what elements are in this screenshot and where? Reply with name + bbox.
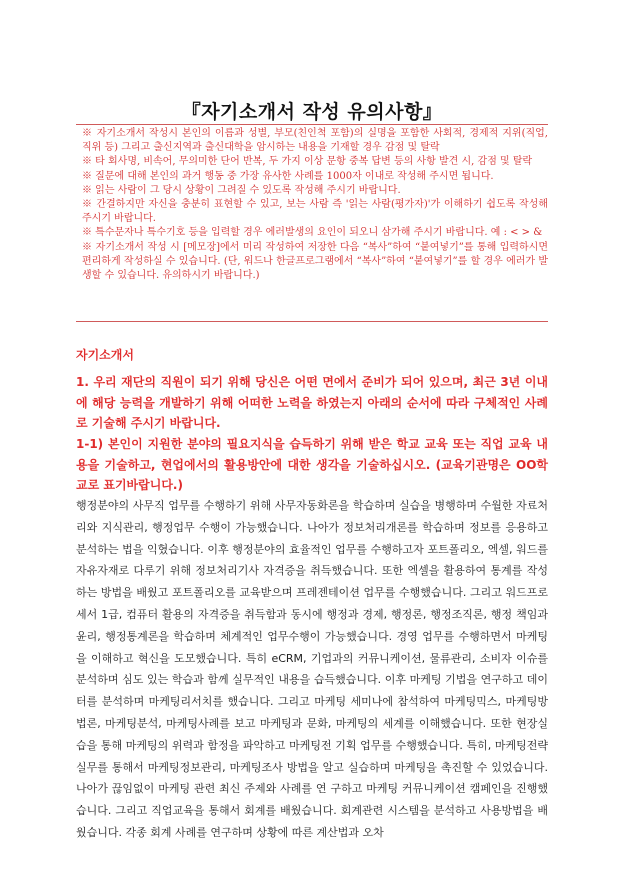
section-label: 자기소개서	[76, 348, 134, 362]
notice-top-divider	[76, 124, 548, 125]
question-1: 1. 우리 재단의 직원이 되기 위해 당신은 어떤 면에서 준비가 되어 있으며, 최근 3년 이내에 해당 능력을 개발하기 위해 어떠한 노력을 하였는지 아래의 순서에 따라 구체적인 사례로 기술해 주시기 바랍니다.	[76, 375, 548, 430]
question-1-1: 1-1) 본인이 지원한 분야의 필요지식을 습득하기 위해 받은 학교 교육 또는 직업 교육 내용을 기술하고, 현업에서의 활용방안에 대한 생각을 기술하십시오. (교육기관명은 OO학교로 표기바랍니다.)	[76, 437, 548, 492]
notice-item: ※ 특수문자나 특수기호 등을 입력할 경우 에러발생의 요인이 되오니 삼가해 주시기 바랍니다. 예 : < > &	[82, 227, 543, 239]
notice-box	[82, 127, 548, 283]
notice-item: ※ 읽는 사람이 그 당시 상황이 그려질 수 있도록 작성해 주시기 바랍니다.	[82, 184, 401, 196]
notice-bottom-divider	[76, 321, 548, 322]
notice-item: ※ 타 회사명, 비속어, 무의미한 단어 반복, 두 가지 이상 문항 중복 답변 등의 사항 발견 시, 감점 및 탈락	[82, 156, 533, 168]
notice-item: ※ 질문에 대해 본인의 과거 행동 중 가장 유사한 사례를 1000자 이내로 작성해 주시면 됩니다.	[82, 170, 494, 182]
page-title: 『자기소개서 작성 유의사항』	[181, 101, 443, 123]
answer-text: 행정분야의 사무직 업무를 수행하기 위해 사무자동화론을 학습하며 실습을 병행하며 수월한 자료처리와 지식관리, 행정업무 수행이 가능했습니다. 나아가 정보처리개론를 학습하며 정보를 응용하고 분석하는 법을 익혔습니다. 이후 행정분야의 효율적인 업무를 수행하고자 포트폴리오, 엑셀, 워드를 자유자재로 다루기 위해 정보처리기사 자격증을 취득했습니다. 또한 엑셀을 활용하여 통계를 작성하는 방법을 배웠고 포트폴리오를 교육받으며 프레젠테이션 업무를 수행했습니다. 그리고 워드프로세서 1급, 컴퓨터 활용의 자격증을 취득함과 동시에 행정과 경제, 행정론, 행정조직론, 행정 책임과 윤리, 행정통계론을 학습하며 체계적인 업무수행이 가능했습니다. 경영 업무를 수행하면서 마케팅을 이해하고 혁신을 도모했습니다. 특히 eCRM, 기업과의 커뮤니케이션, 물류관리, 소비자 이슈를 분석하며 심도 있는 학습과 함께 실무적인 내용을 습득했습니다. 이후 마케팅 기법을 연구하고 데이터를 분석하며 마케팅리서치를 했습니다. 그리고 마케팅 세미나에 참석하여 마케팅믹스, 마케팅방법론, 마케팅분석, 마케팅사례를 보고 마케팅과 문화, 마케팅의 세계를 이해했습니다. 또한 현장실습을 통해 마케팅의 위력과 함정을 파악하고 마케팅전 기획 업무를 수행했습니다. 특히, 마케팅전략실무를 통해서 마케팅정보관리, 마케팅조사 방법을 알고 실습하며 마케팅을 촉진할 수 있었습니다. 나아가 끊임없이 마케팅 관련 최신 주제와 사례를 연 구하고 마케팅 커뮤니케이션 캠페인을 진행했습니다. 그리고 직업교육을 통해서 회계를 배웠습니다. 회계관련 시스템을 분석하고 사용방법을 배웠습니다. 각종 회계 사례를 연구하며 상황에 따른 계산법과 오차	[76, 499, 548, 839]
notice-item: ※ 자기소개서 작성시 본인의 이름과 성별, 부모(친인척 포함)의 실명을 포함한 사회적, 경제적 지위(직업, 직위 등) 그리고 출신지역과 출신대학을 암시하는 내용을 기재할 경우 감점 및 탈락	[82, 128, 548, 154]
notice-item: ※ 간결하지만 자신을 충분히 표현할 수 있고, 보는 사람 즉 '읽는 사람(평가자)'가 이해하기 쉽도록 작성해 주시기 바랍니다.	[82, 199, 548, 225]
notice-item: ※ 자기소개서 작성 시 [메모장]에서 미리 작성하여 저장한 다음 “복사”하여 “붙여넣기”를 통해 입력하시면 편리하게 작성하실 수 있습니다. (단, 워드나 한글프로그램에서 “복사”하여 “붙여넣기”를 할 경우 에러가 발생할 수 있습니다. 유의하시기 바랍니다.)	[82, 241, 548, 282]
